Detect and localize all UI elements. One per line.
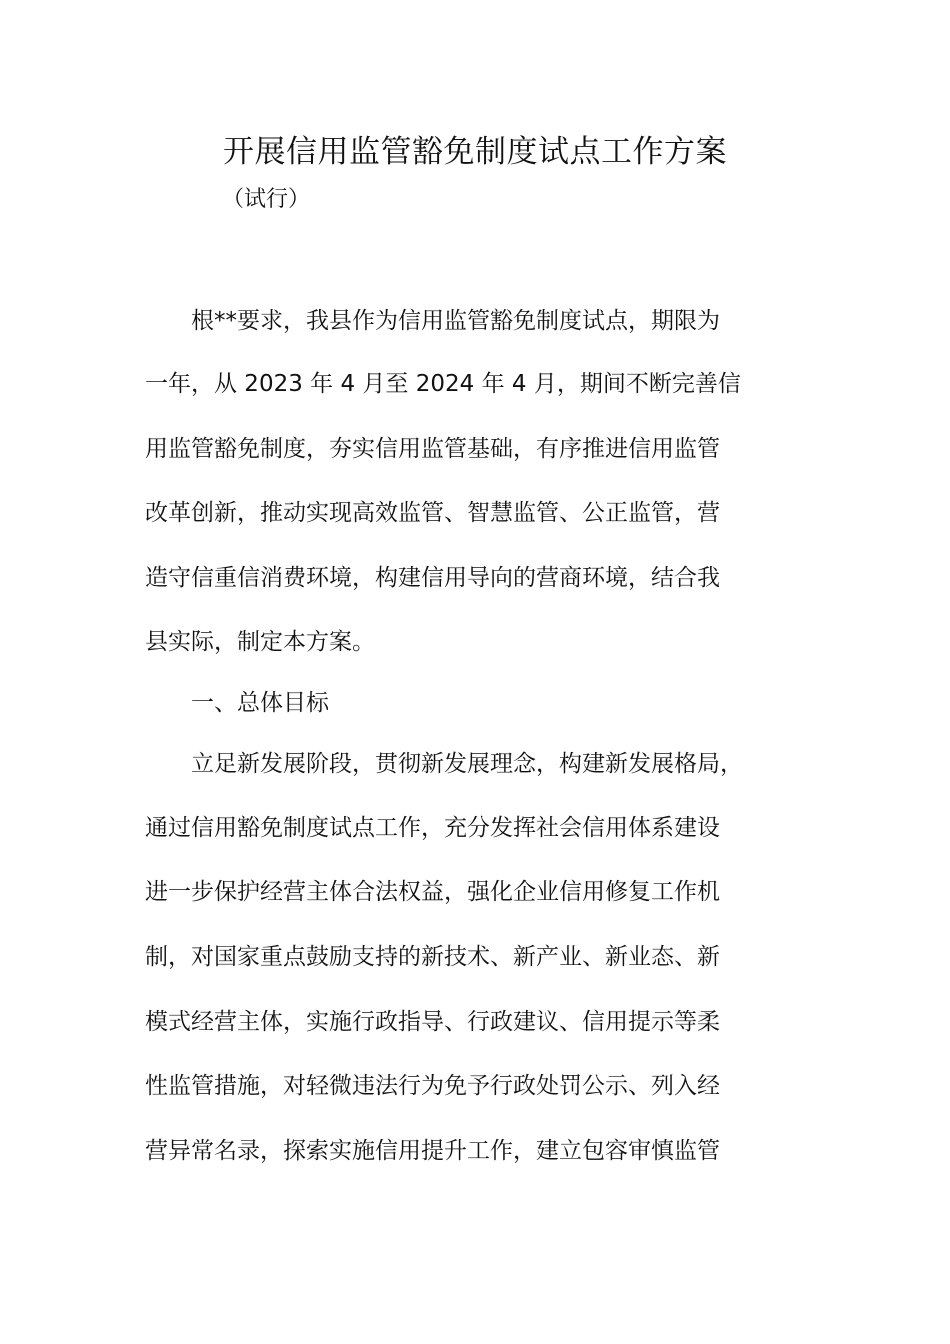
paragraph-line: 立足新发展阶段，贯彻新发展理念，构建新发展格局， [145, 751, 743, 777]
document-title: 开展信用监管豁免制度试点工作方案 [223, 134, 727, 170]
paragraph-line: 根**要求，我县作为信用监管豁免制度试点，期限为 [145, 308, 720, 334]
paragraph-line: 模式经营主体，实施行政指导、行政建议、信用提示等柔 [145, 1009, 720, 1035]
document-subtitle: （试行） [222, 187, 311, 212]
paragraph-line: 造守信重信消费环境，构建信用导向的营商环境，结合我 [145, 565, 720, 591]
paragraph-line: 改革创新，推动实现高效监管、智慧监管、公正监管，营 [145, 500, 720, 526]
paragraph-line: 一年，从 2023 年 4 月至 2024 年 4 月，期间不断完善信 [145, 371, 741, 397]
paragraph-line: 性监管措施，对轻微违法行为免予行政处罚公示、列入经 [145, 1073, 720, 1099]
paragraph-line: 进一步保护经营主体合法权益，强化企业信用修复工作机 [145, 879, 720, 905]
paragraph-line: 营异常名录，探索实施信用提升工作，建立包容审慎监管 [145, 1138, 720, 1164]
paragraph-line: 县实际，制定本方案。 [145, 629, 375, 655]
paragraph-line: 制，对国家重点鼓励支持的新技术、新产业、新业态、新 [145, 944, 720, 970]
section-heading: 一、总体目标 [145, 690, 329, 716]
paragraph-line: 通过信用豁免制度试点工作，充分发挥社会信用体系建设 [145, 815, 720, 841]
paragraph-line: 用监管豁免制度，夯实信用监管基础，有序推进信用监管 [145, 436, 720, 462]
